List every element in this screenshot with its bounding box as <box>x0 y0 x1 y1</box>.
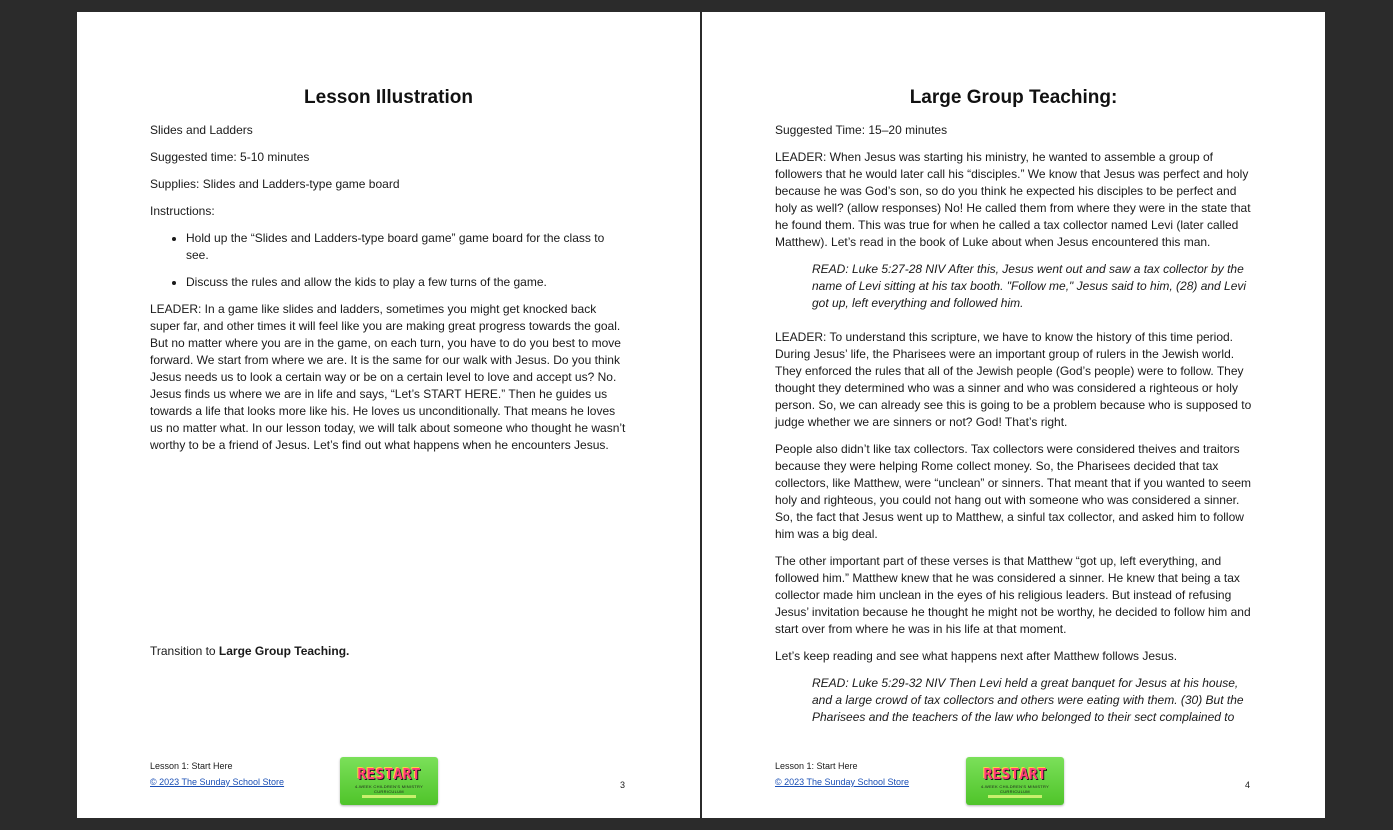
page-3 <box>77 12 700 818</box>
suggested-time: Suggested Time: 15–20 minutes <box>775 123 948 137</box>
scripture-quote: READ: Luke 5:29-32 NIV Then Levi held a great banquet for Jesus at his house, and a large crowd of tax collectors and others were eating with them. (30) But the Pharisees and the teachers of the law who belonged to their sect complained to <box>812 676 1244 724</box>
instruction-item: • Hold up the “Slides and Ladders-type board game” game board for the class to see. <box>186 230 627 264</box>
suggested-time: Suggested time: 5-10 minutes <box>150 150 310 164</box>
spacer <box>775 322 1252 329</box>
logo-word: RESTART <box>983 765 1047 783</box>
logo-bar <box>988 795 1042 798</box>
instruction-item: • Discuss the rules and allow the kids to play a few turns of the game. <box>186 274 627 291</box>
leader-paragraph: LEADER: When Jesus was starting his ministry, he wanted to assemble a group of followers that he would later call his “disciples.” We know that Jesus was perfect and holy because he was God’s son, so do you think he expected his disciples to be perfect and holy as well? (allow responses) No! He called them from where they were in the state that he found them. This was true for when he called a tax collector named Levi (later called Matthew). Let’s read in the book of Luke about when Jesus encountered this man. <box>775 150 1251 249</box>
restart-logo <box>340 757 438 805</box>
footer-lesson: Lesson 1: Start Here <box>775 761 858 771</box>
leader-paragraph: LEADER: To understand this scripture, we have to know the history of this time period. During Jesus’ life, the Pharisees were an important group of rulers in the Jewish world. They enforced the rules that all of the Jewish people (God’s people) were to follow. They thought they determined who was a sinner and who was considered a righteous or holy person. So, we can already see this is going to be a problem because who is supposed to judge whether we are sinners or not? God! That’s right. <box>775 330 1252 429</box>
copyright-link[interactable]: © 2023 The Sunday School Store <box>775 777 910 787</box>
footer-lesson: Lesson 1: Start Here <box>150 761 233 771</box>
instructions-heading: Instructions: <box>150 204 215 218</box>
logo-word: RESTART <box>357 765 421 783</box>
leader-paragraph: LEADER: In a game like slides and ladders, sometimes you might get knocked back super far, and other times it will feel like you are making great progress towards the goal. But no matter where you are in the game, on each turn, you have to do you best to move forward. We start from where we are. It is the same for our walk with Jesus. Do you think Jesus needs us to look a certain way or be on a certain level to love and accept us? No. Jesus finds us where we are in life and says, “Let’s START HERE.” Then he guides us towards a life that looks more like his. He loves us unconditionally. That means he loves us no matter what. In our lesson today, we will talk about someone who thought he wasn’t worthy to be a friend of Jesus. Let’s find out what happens when he encounters Jesus. <box>150 302 626 452</box>
body-paragraph: People also didn’t like tax collectors. Tax collectors were considered theives and traitors because they were helping Rome collect money. So, the Pharisees decided that tax collectors, like Matthew, were “unclean” or sinners. That meant that if you wanted to seem holy and righteous, you could not hang out with someone who was considered a sinner. So, the fact that Jesus went up to Matthew, a sinful tax collector, and asked him to follow him was a big deal. <box>775 442 1252 541</box>
page-number: 4 <box>1244 780 1250 790</box>
copyright-link[interactable]: © 2023 The Sunday School Store <box>150 777 285 787</box>
body-paragraph: Let’s keep reading and see what happens next after Matthew follows Jesus. <box>775 649 1178 663</box>
page-number: 3 <box>619 780 625 790</box>
page-footer <box>775 758 909 790</box>
page-4 <box>702 12 1325 818</box>
page-title: Large Group Teaching: <box>909 87 1118 108</box>
logo-bar <box>362 795 416 798</box>
page-title: Lesson Illustration <box>304 87 473 108</box>
page-3-body <box>150 86 627 464</box>
body-paragraph: The other important part of these verses is that Matthew “got up, left everything, and followed him.” Matthew knew that he was considered a sinner. He knew that being a tax collector made him unclean in the eyes of his religious leaders. But instead of refusing Jesus’ invitation because he thought he might not be worthy, he decided to follow him and start over from where he was in his life at that moment. <box>775 554 1251 636</box>
scripture-quote: READ: Luke 5:27-28 NIV After this, Jesus went out and saw a tax collector by the name of Levi sitting at his tax booth. "Follow me," Jesus said to him, (28) and Levi got up, left everything and followed him. <box>812 262 1247 310</box>
logo-subtitle: 4-WEEK CHILDREN'S MINISTRY CURRICULUM <box>354 784 424 794</box>
logo-subtitle: 4-WEEK CHILDREN'S MINISTRY CURRICULUM <box>980 784 1050 794</box>
page-4-body <box>775 86 1252 736</box>
transition-prefix: Transition to <box>150 644 219 658</box>
transition-note <box>150 644 349 658</box>
restart-logo <box>966 757 1064 805</box>
transition-target: Large Group Teaching. <box>218 644 350 658</box>
page-footer <box>150 758 284 790</box>
instructions-list <box>150 230 627 291</box>
activity-name: Slides and Ladders <box>150 123 253 137</box>
supplies: Supplies: Slides and Ladders-type game board <box>150 177 400 191</box>
